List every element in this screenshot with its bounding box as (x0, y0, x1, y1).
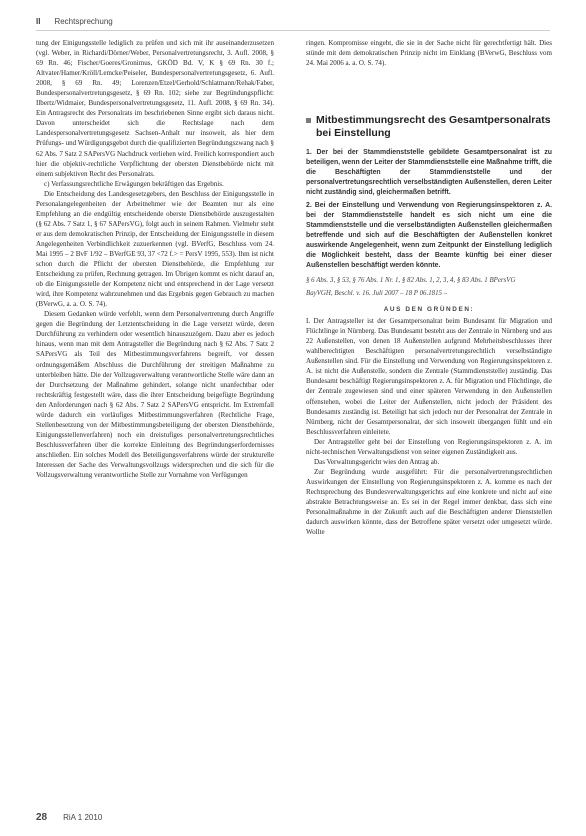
body-paragraph: Das Verwaltungsgericht wies den Antrag ab. (314, 457, 440, 466)
right-column (306, 38, 552, 808)
citation-norms: § 6 Abs. 3, § 53, § 76 Abs. 1 Nr. 1, § 82 Abs. 1, 2, 3, 4, § 83 Abs. 1 BPersVG (306, 277, 516, 285)
grounds-heading: AUS DEN GRÜNDEN: (383, 306, 475, 314)
body-paragraph: Der Antragsteller geht bei der Einstellung von Regierungsinspektoren z. A. im nicht-technischen Verwaltungsdienst von seiner eigenen Zuständigkeit aus. (306, 437, 552, 456)
section-heading (306, 114, 552, 139)
header-rule (36, 30, 550, 31)
header-section-marker: II (36, 16, 41, 26)
running-header (36, 14, 550, 28)
citation-source: BayVGH, Beschl. v. 16. Juli 2007 – 18 P 06.1815 – (306, 290, 448, 298)
left-column (36, 38, 274, 808)
body-paragraph: Zur Begründung wurde ausgeführt: Für die personalvertretungsrechtlichen Auswirkungen der Einstellung von Regierungsinspektoren z. A. komme es nach der Rechtsprechung des Bundesverwaltungsgerichts auf eine konkrete und nicht auf eine abstrakte Betrachtungsweise an. Es sei in der Regel immer denkbar, dass sich eine Personalmaßnahme in der Zukunft auch auf die Beschäftigten anderer Dienststellen dadurch auswirken könnte, dass der Betroffene später versetzt oder umgesetzt würde. Wollte (306, 467, 552, 537)
body-paragraph: ringen. Kompromisse eingeht, die sie in der Sache nicht für gerechtfertigt hält. Dies stünde mit dem demokratischen Prinzip nicht im Einklang (BVerwG, Beschluss vom 24. Mai 2006 a. a. O. S. 74). (306, 39, 552, 68)
body-paragraph: c) Verfassungsrechtliche Erwägungen bekräftigen das Ergebnis. (44, 179, 224, 188)
page-number: 28 (36, 811, 48, 823)
square-bullet-icon (306, 118, 311, 123)
body-paragraph: Diesem Gedanken würde verfehlt, wenn dem Personalvertretung durch Angriffe gegen die Begründung der Letztentscheidung in die Lage versetzt würde, deren Durchführung zu verhindern oder wesentlich hinauszuzögern. Dazu aber es jedoch hinaus, wenn man mit dem Antragsteller die Begründung nach § 62 Abs. 7 Satz 2 SAPersVG als Teil des Mitbestimmungsverfahrens begreift, vor dessen ordnungsgemäßem Abschluss die Durchführung der streitigen Maßnahme zu unterbleiben hätte. Die der Vollzugsverwaltung verantwortliche Stelle wäre dann an der Durchsetzung der Maßnahme gehindert, solange nicht unanfechtbar oder rechtskräftig festgestellt wäre, dass die ihrer Entscheidung beigefügte Begründung den Anforderungen nach § 62 Abs. 7 Satz 2 SAPersVG entspricht. Im Extremfall würde dadurch ein vorläufiges Mitbestimmungsverfahren (Rechtliche Frage, Stellenbesetzung von der Mitbestimmungsbeteiligung der obersten Dienstbehörde, Einigungsstellenverfahren) noch ein dreistufiges personalvertretungsrechtliches Beschlussverfahren über die korrekte Einleitung des Begründungserfordernisses anschließen. Ein solches Modell des Beteiligungsverfahrens würde der strukturelle Interessen der Sache des Verwaltungsvollzugs widersprechen und die sich für die Vollzugsverwaltung verantwortliche Stelle zur Vornahme von Verfügungen (36, 310, 274, 480)
header-section-title: Rechtsprechung (54, 16, 113, 26)
guideline-1: 1. Der bei der Stammdienststelle gebildete Gesamtpersonalrat ist zu beteiligen, wenn der Leiter der Stammdienststelle eine Maßnahme trifft, die die Beschäftigten der Stammdienststelle und der personalvertretungsrechtlich verselbständigten Außenstellen, deren Leiter nicht zuständig sind, gleichermaßen betrifft. (306, 149, 552, 197)
body-paragraph: tung der Einigungsstelle lediglich zu prüfen und sich mit ihr auseinanderzusetzen (vgl. Weber, in Richardi/Dörner/Weber, Personalvertretungsrecht, 3. Aufl. 2008, § 69 Rn. 46; Fischer/Goeres/Gronimus, GKÖD Bd. V, K § 69 Rn. 30 f.; Altvater/Hamer/Kröll/Lemcke/Peiseler, Bundespersonalvertretungsgesetz, 6. Aufl. 2008, § 69 Rn. 49; Lorenzen/Etzel/Gerhold/Schlatmann/Rehak/Faber, Bundespersonalvertretungsgesetz, § 69 Rn. 102; siehe zur Begründungspflicht: Ilbertz/Widmaier, Bundespersonalvertretungsgesetz, 11. Aufl. 2008, § 69 Rn. 34). Ein Antragsrecht des Personalrats im beschriebenen Sinne ergibt sich daraus nicht. Davon unterscheidet sich die Rechtslage nach dem Landespersonalvertretungsgesetz Sachsen-Anhalt nur insoweit, als hier dem Prüfungs- und Würdigungsgebot durch die qualifizierten Begründungszwang nach § 62 Abs. 7 Satz 2 SAPersVG Nachdruck verliehen wird. Freilich korrespondiert auch hier die objektiv-rechtliche Verpflichtung der obersten Dienstbehörde nicht mit einem subjektiven Recht des Personalrats. (36, 39, 274, 178)
section-title: Mitbestimmungsrecht des Gesamtpersonalrats bei Einstellung (316, 114, 551, 139)
guideline-2: 2. Bei der Einstellung und Verwendung von Regierungsinspektoren z. A. bei der Stammdienststelle handelt es sich nicht um eine die Stammdienststelle und die verselbständigten Außenstellen gleichermaßen betreffende und sich auf die Beschäftigten der Außenstellen konkret auswirkende Angelegenheit, wenn zum Zeitpunkt der Einstellung lediglich die Möglichkeit besteht, dass der Beamte künftig bei einer dieser Außenstellen beschäftigt werden könnte. (306, 202, 552, 270)
body-paragraph: I. Der Antragsteller ist der Gesamtpersonalrat beim Bundesamt für Migration und Flüchtlinge in Nürnberg. Das Bundesamt besteht aus der Zentrale in Nürnberg und aus 22 Außenstellen, von denen 18 Außenstellen aufgrund Mehrheitsbeschlusses ihrer wahlberechtigten Beschäftigten personalvertretungsrechtlich verselbständigte Außenstellen sind. Für die Einstellung und Verwendung von Regierungsinspektoren z. A. ist nicht die Außenstelle, sondern die Zentrale (Stammdienststelle) zuständig. Das Bundesamt beschäftigt Regierungsinspektoren z. A. für Migration und Flüchtlinge, die der Zentrale zugewiesen sind und einer späteren Verwendung in den Außenstellen offenstehen, wobei die Leiter der Außenstellen, nicht jedoch der Präsident des Bundesamts zuständig ist. Beteiligt hat sich jedoch nur der Personalrat der Zentrale in Nürnberg, nicht der Gesamtpersonalrat, der sich insoweit übergangen fühlt und ein Beschlussverfahren einleitete. (306, 317, 552, 436)
journal-issue: RiA 1 2010 (63, 812, 103, 822)
body-paragraph: Die Entscheidung des Landesgesetzgebers, den Beschluss der Einigungsstelle in Personalangelegenheiten der Arbeitnehmer wie der Beamten nur als eine Empfehlung an die endgültig entscheidende oberste Dienstbehörde auszugestalten (§ 62 Abs. 7 Satz 1, § 67 SAPersVG), folgt auch in seinem Rahmen. Vielmehr steht er aus dem demokratischen Prinzip, der Entscheidung der Einigungsstelle in diesem Angelegenheiten Verbindlichkeit zuzuerkennen (vgl. BVerfG, Beschluss vom 24. Mai 1995 – 2 BvF 1/92 – BVerfGE 93, 37 <72 f.> = PersV 1995, 553). Ihm ist nicht schon durch die Pflicht der obersten Dienstbehörde, die Empfehlung zur Entscheidung zu prüfen, Rechnung getragen. Im Übrigen kommt es nicht darauf an, ob die Einigungsstelle der Kompetenz nicht und entsprechend in der Lage versetzt wird, ihre Kompetenz wahrzunehmen und das Ergebnis gegen Gebrauch zu machen (BVerwG, a. a. O. S. 74). (36, 189, 274, 309)
page-footer (36, 810, 102, 824)
